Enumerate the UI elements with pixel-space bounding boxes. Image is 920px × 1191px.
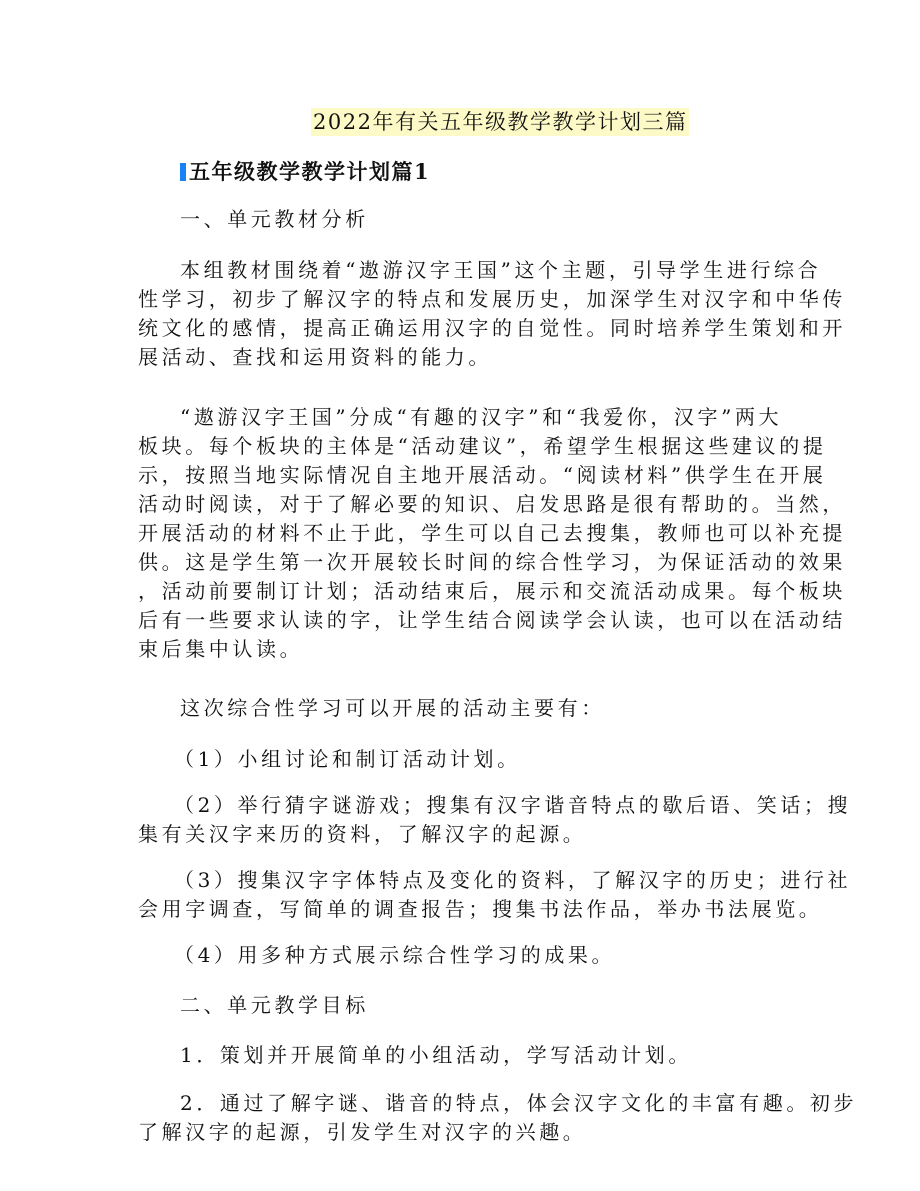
text-line: 示，按照当地实际情况自主地开展活动。“阅读材料”供学生在开展: [138, 463, 827, 487]
activity-item: （4）用多种方式展示综合性学习的成果。: [174, 943, 616, 967]
activity-item-cont: 会用字调查，写简单的调查报告；搜集书法作品，举办书法展览。: [138, 897, 823, 921]
section-heading: 五年级教学教学计划篇1: [189, 159, 431, 184]
goal-item: 2．通过了解字谜、谐音的特点，体会汉字文化的丰富有趣。初步: [180, 1091, 858, 1115]
text-line: 板块。每个板块的主体是“活动建议”，希望学生根据这些建议的提: [138, 434, 827, 458]
document-title: 2022年有关五年级教学教学计划三篇: [313, 110, 688, 134]
text-line: 活动时阅读，对于了解必要的知识、启发思路是很有帮助的。当然，: [138, 492, 846, 516]
text-line: 供。这是学生第一次开展较长时间的综合性学习，为保证活动的效果: [138, 550, 846, 574]
activity-item: （2）举行猜字谜游戏；搜集有汉字谐音特点的歇后语、笑话；搜: [174, 793, 852, 817]
text-line: 束后集中认读。: [138, 637, 304, 661]
activity-item-cont: 集有关汉字来历的资料，了解汉字的起源。: [138, 822, 587, 846]
part1-heading: 一、单元教材分析: [180, 207, 369, 231]
part2-heading: 二、单元教学目标: [180, 993, 369, 1017]
text-line: 性学习，初步了解汉字的特点和发展历史，加深学生对汉字和中华传: [138, 287, 846, 311]
text-line: ，活动前要制订计划；活动结束后，展示和交流活动成果。每个板块: [138, 579, 846, 603]
paragraph-3: 这次综合性学习可以开展的活动主要有：: [180, 696, 605, 720]
text-line: 展活动、查找和运用资料的能力。: [138, 345, 492, 369]
activity-item: （3）搜集汉字字体特点及变化的资料，了解汉字的历史；进行社: [174, 868, 852, 892]
goal-item-cont: 了解汉字的起源，引发学生对汉字的兴趣。: [138, 1120, 587, 1144]
text-line: 本组教材围绕着“遨游汉字王国”这个主题，引导学生进行综合: [180, 258, 822, 282]
text-line: 开展活动的材料不止于此，学生可以自己去搜集，教师也可以补充提: [138, 521, 846, 545]
activity-item: （1）小组讨论和制订活动计划。: [174, 747, 521, 771]
goal-item: 1．策划并开展简单的小组活动，学写活动计划。: [180, 1043, 692, 1067]
text-line: 后有一些要求认读的字，让学生结合阅读学会认读，也可以在活动结: [138, 608, 846, 632]
text-line: 统文化的感情，提高正确运用汉字的自觉性。同时培养学生策划和开: [138, 316, 846, 340]
text-line: “遨游汉字王国”分成“有趣的汉字”和“我爱你，汉字”两大: [180, 405, 783, 429]
